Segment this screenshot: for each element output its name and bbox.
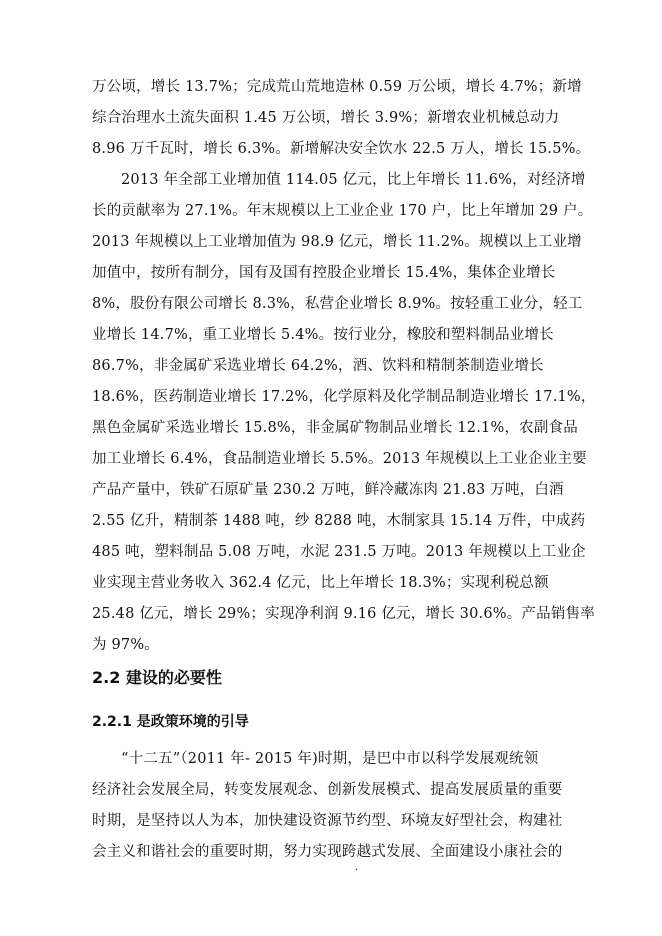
paragraph2-line-11: 产品产量中，铁矿石原矿量 230.2 万吨，鲜冷藏冻肉 21.83 万吨，白酒	[92, 482, 564, 498]
paragraph2-line-7: 86.7%，非金属矿采选业增长 64.2%，酒、饮料和精制茶制造业增长	[92, 358, 544, 374]
paragraph2-line-12: 2.55 亿升，精制茶 1488 吨，纱 8288 吨，木制家具 15.14 万件，中成药	[92, 513, 586, 529]
paragraph2-line-15: 25.48 亿元，增长 29%；实现净利润 9.16 亿元，增长 30.6%。产品销售率	[92, 606, 595, 622]
paragraph2-line-9: 黑色金属矿采选业增长 15.8%，非金属矿物制品业增长 12.1%，农副食品	[92, 420, 578, 436]
subsection-heading: 2.2.1 是政策环境的引导	[92, 714, 249, 730]
paragraph2-line-6: 业增长 14.7%，重工业增长 5.4%。按行业分，橡胶和塑料制品业增长	[92, 327, 554, 343]
paragraph3-line-4: 会主义和谐社会的重要时期，努力实现跨越式发展、全面建设小康社会的	[92, 844, 563, 860]
paragraph2-line-13: 485 吨，塑料制品 5.08 万吨，水泥 231.5 万吨。2013 年规模以上工业企	[92, 544, 586, 560]
paragraph2-line-3: 2013 年规模以上工业增加值为 98.9 亿元，增长 11.2%。规模以上工业增	[92, 234, 582, 250]
paragraph3-line-1: “十二五”（2011 年- 2015 年)时期，是巴中市以科学发展观统领	[121, 751, 539, 767]
footer-mark: .	[355, 862, 359, 873]
paragraph1-line-1: 万公顷，增长 13.7%；完成荒山荒地造林 0.59 万公顷，增长 4.7%；新增	[92, 79, 582, 95]
paragraph2-line-8: 18.6%，医药制造业增长 17.2%，化学原料及化学制品制造业增长 17.1%，	[92, 389, 596, 405]
paragraph3-line-3: 时期，是坚持以人为本，加快建设资源节约型、环境友好型社会，构建社	[92, 813, 563, 829]
paragraph1-line-2: 综合治理水土流失面积 1.45 万公顷，增长 3.9%；新增农业机械总动力	[92, 110, 560, 126]
paragraph2-line-4: 加值中，按所有制分，国有及国有控股企业增长 15.4%，集体企业增长	[92, 265, 556, 281]
section-heading: 2.2 建设的必要性	[92, 668, 222, 687]
paragraph2-line-14: 业实现主营业务收入 362.4 亿元，比上年增长 18.3%；实现利税总额	[92, 575, 549, 591]
paragraph1-line-3: 8.96 万千瓦时，增长 6.3%。新增解决安全饮水 22.5 万人，增长 15.5%。	[92, 141, 591, 157]
paragraph2-line-2: 长的贡献率为 27.1%。年末规模以上工业企业 170 户，比上年增加 29 户。	[92, 203, 593, 219]
paragraph2-line-16: 为 97%。	[92, 637, 160, 653]
paragraph3-line-2: 经济社会发展全局，转变发展观念、创新发展模式、提高发展质量的重要	[92, 782, 563, 798]
paragraph2-line-5: 8%，股份有限公司增长 8.3%，私营企业增长 8.9%。按轻重工业分，轻工	[92, 296, 583, 312]
paragraph2-line-10: 加工业增长 6.4%，食品制造业增长 5.5%。2013 年规模以上工业企业主要	[92, 451, 587, 467]
paragraph2-line-1: 2013 年全部工业增加值 114.05 亿元，比上年增长 11.6%，对经济增	[121, 172, 586, 188]
